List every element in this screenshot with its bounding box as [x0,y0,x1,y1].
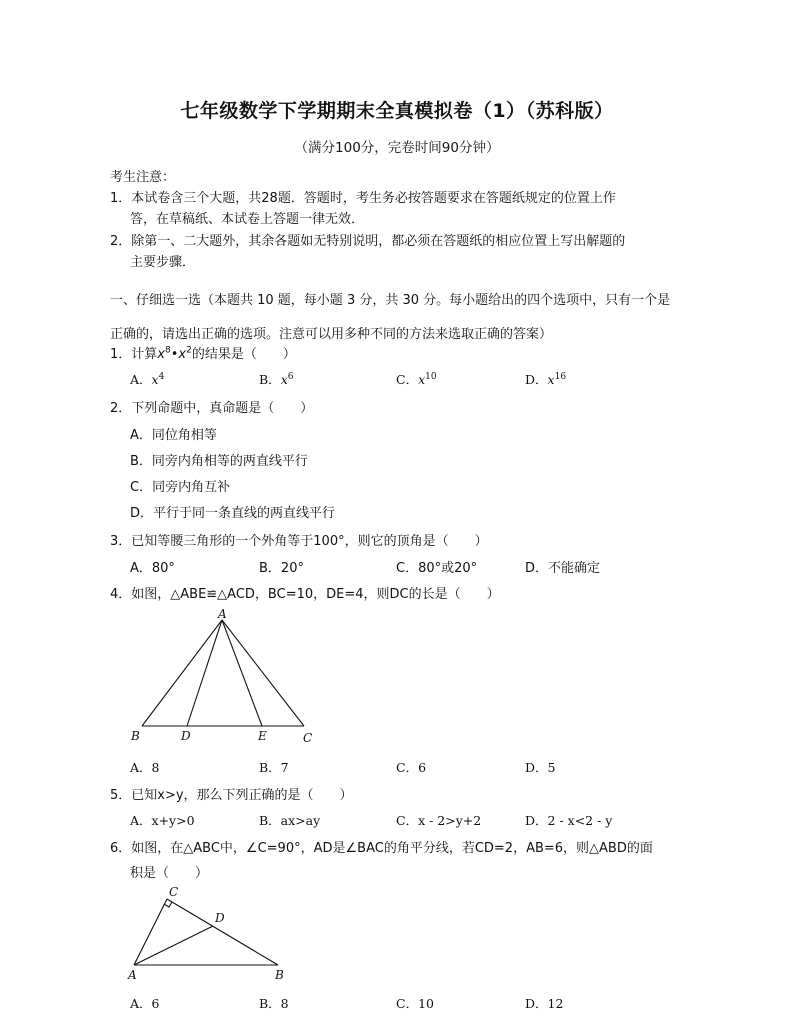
point-label-a: A [218,607,227,621]
question-5-option-a[interactable]: A．x+y>0 [130,813,195,828]
segment-ae [222,620,262,726]
question-3-option-d[interactable]: D．不能确定 [525,561,601,576]
question-6-option-b[interactable]: B．8 [259,996,289,1011]
question-5-option-b[interactable]: B．ax>ay [259,813,321,828]
question-6-stem-line-1: 6．如图，在△ABC中，∠C=90°，AD是∠BAC的角平分线，若CD=2，AB=6，则△ABD的面 [110,841,653,856]
segment-ab [142,620,222,726]
section-1-heading-line-1: 一、仔细选一选（本题共 10 题，每小题 3 分，共 30 分。每小题给出的四个选项中，只有一个是 [110,293,671,308]
question-6-option-a[interactable]: A．6 [130,996,160,1011]
question-4-option-d[interactable]: D．5 [525,760,556,775]
segment-ac [222,620,304,726]
question-2-option-d[interactable]: D．平行于同一条直线的两直线平行 [130,506,336,521]
segment-ac [134,899,167,965]
question-2-option-b[interactable]: B．同旁内角相等的两直线平行 [130,454,308,469]
question-4-option-a[interactable]: A．8 [130,760,160,775]
question-4-figure [120,606,330,746]
segment-ad [134,926,213,965]
question-3-option-b[interactable]: B．20° [259,561,304,576]
point-label-b: B [131,729,140,743]
segment-ad [187,620,222,726]
question-1-option-d[interactable]: D．$x^{16}$ [525,371,567,387]
section-1-heading-line-2: 正确的，请选出正确的选项。注意可以用多种不同的方法来选取正确的答案） [110,327,553,342]
question-4-stem: 4．如图，△ABE≌△ACD，BC=10，DE=4，则DC的长是（ ） [110,587,500,602]
question-6-stem-line-2: 积是（ ） [130,866,209,881]
notice-item-1-line-2: 答，在草稿纸、本试卷上答题一律无效． [130,212,365,227]
exam-title: 七年级数学下学期期末全真模拟卷（1）（苏科版） [180,100,614,122]
notice-item-2-line-2: 主要步骤． [130,255,196,270]
exam-subtitle: （满分100分，完卷时间90分钟） [294,140,500,156]
question-5-option-c[interactable]: C．x - 2>y+2 [396,813,482,828]
notice-item-1-line-1: 1．本试卷含三个大题，共28题．答题时，考生务必按答题要求在答题纸规定的位置上作 [110,191,616,206]
question-2-stem: 2．下列命题中，真命题是（ ） [110,401,314,416]
question-6-option-c[interactable]: C．10 [396,996,434,1011]
question-6-option-d[interactable]: D．12 [525,996,564,1011]
question-6-figure [120,884,300,984]
question-1-option-b[interactable]: B．$x^6$ [259,371,294,387]
question-4-option-b[interactable]: B．7 [259,760,289,775]
point-label-d: D [215,911,225,925]
question-3-option-a[interactable]: A．80° [130,561,175,576]
question-2-option-c[interactable]: C．同旁内角互补 [130,480,231,495]
question-3-option-c[interactable]: C．80°或20° [396,561,478,576]
point-label-b: B [275,968,284,982]
question-1-stem: 1．计算$x^8•x^2$的结果是（ ） [110,345,296,362]
point-label-c: C [169,885,179,899]
point-label-c: C [303,731,313,745]
question-1-option-a[interactable]: A．$x^4$ [130,371,165,387]
notice-item-2-line-1: 2．除第一、二大题外，其余各题如无特别说明，都必须在答题纸的相应位置上写出解题的 [110,234,626,249]
point-label-d: D [181,729,191,743]
notice-heading: 考生注意： [110,170,176,185]
point-label-e: E [258,729,267,743]
question-1-option-c[interactable]: C．$x^{10}$ [396,371,437,387]
question-4-option-c[interactable]: C．6 [396,760,427,775]
point-label-a: A [128,968,137,982]
question-3-stem: 3．已知等腰三角形的一个外角等于100°，则它的顶角是（ ） [110,534,488,549]
question-5-stem: 5．已知x>y，那么下列正确的是（ ） [110,788,353,803]
question-5-option-d[interactable]: D．2 - x<2 - y [525,813,613,828]
segment-cb [167,899,278,965]
question-2-option-a[interactable]: A．同位角相等 [130,428,217,443]
